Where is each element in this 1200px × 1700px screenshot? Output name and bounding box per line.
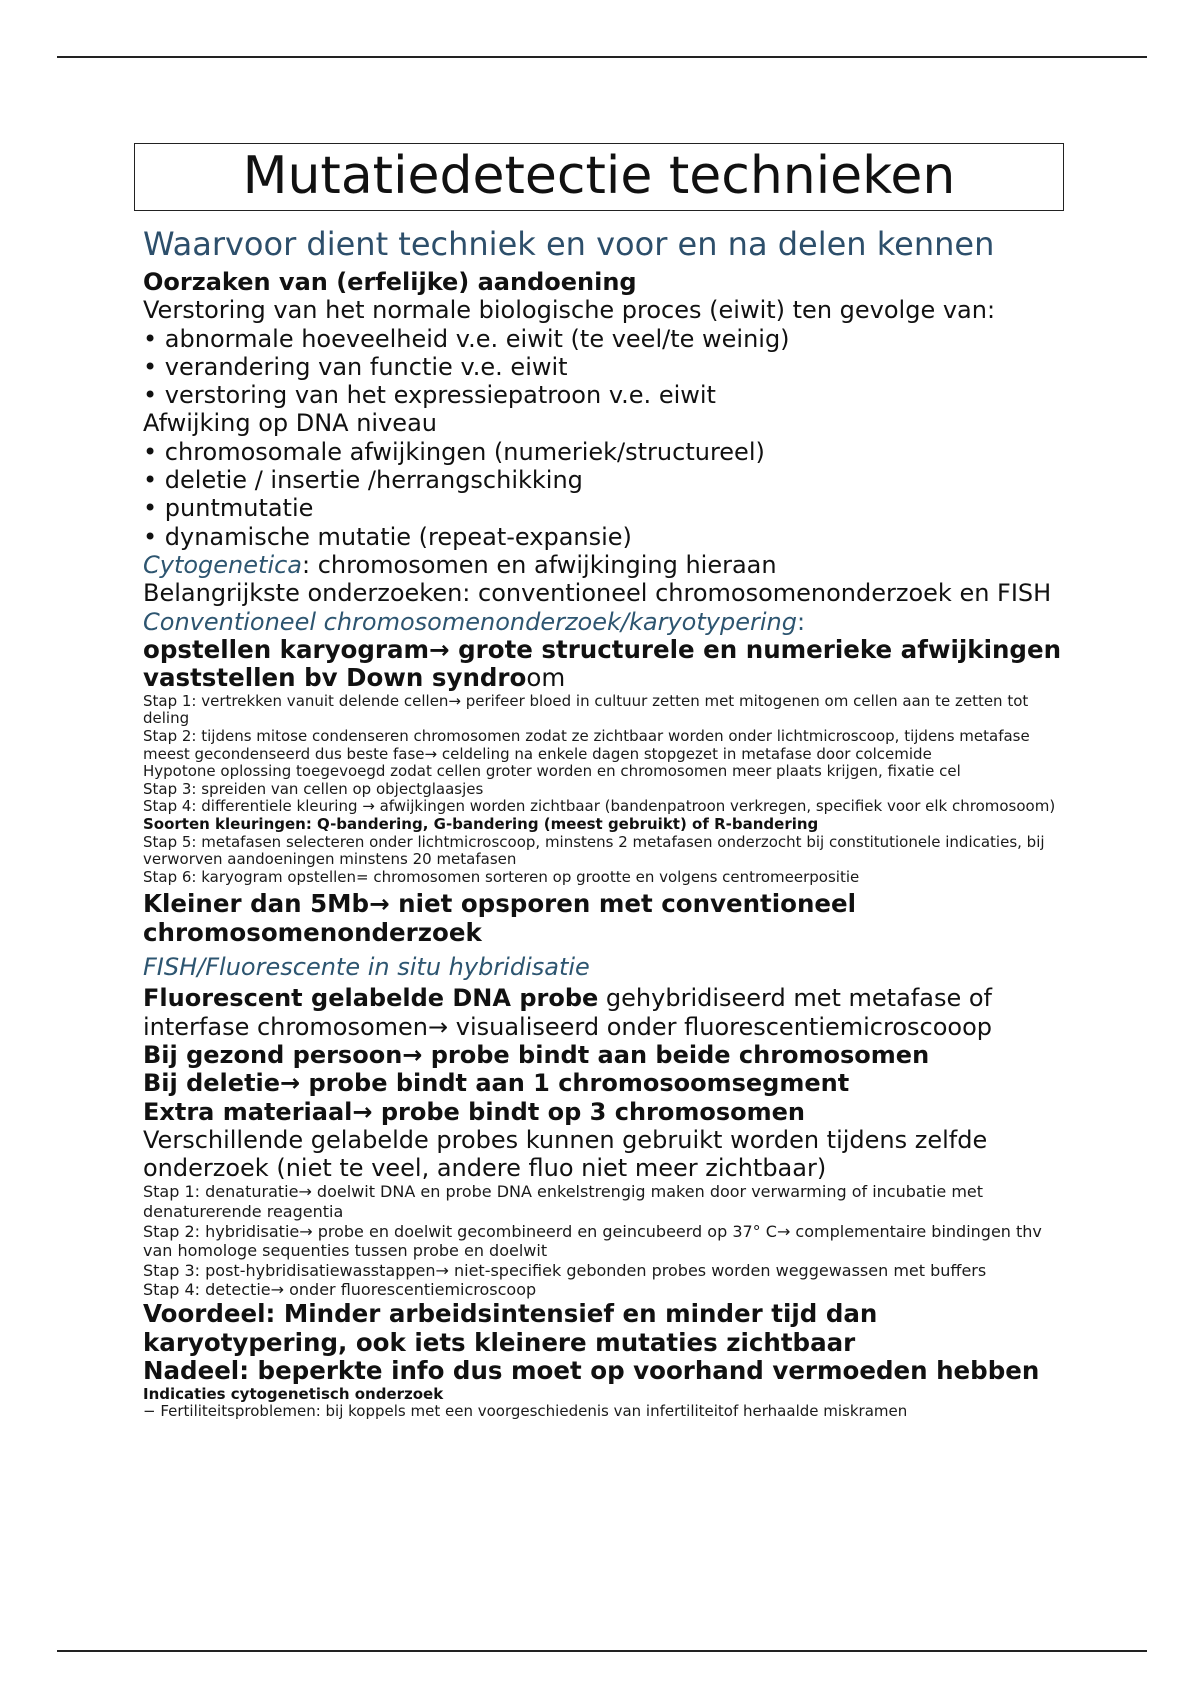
- document-title: Mutatiedetectie technieken: [134, 143, 1064, 211]
- cytogenetica-line: [143, 551, 1073, 579]
- fish-multi: Verschillende gelabelde probes kunnen gebruikt worden tijdens zelfde onderzoek (niet te veel, andere fluo niet meer zichtbaar): [143, 1125, 988, 1183]
- list-item: • chromosomale afwijkingen (numeriek/structureel): [143, 437, 765, 466]
- list-item: • dynamische mutatie (repeat-expansie): [143, 522, 632, 551]
- karyo-step: Stap 2: tijdens mitose condenseren chromosomen zodat ze zichtbaar worden onder lichtmicroscoop, tijdens metafase meest gecondenseerd dus beste fase→ celdeling na enkele dagen stopgezet in metafase door colcemide: [143, 727, 1030, 763]
- indications-heading: Indicaties cytogenetisch onderzoek: [143, 1384, 444, 1403]
- list-item: • abnormale hoeveelheid v.e. eiwit (te veel/te weinig): [143, 324, 790, 353]
- cytogenetica-term: Cytogenetica: [143, 550, 303, 579]
- list-item: • puntmutatie: [143, 494, 314, 523]
- header-rule: [57, 56, 1147, 58]
- document-page: [143, 143, 1073, 1421]
- fish-intro: [143, 984, 1073, 1041]
- list-item: • verandering van functie v.e. eiwit: [143, 352, 568, 381]
- fish-result: Bij deletie→ probe bindt aan 1 chromosoomsegment: [143, 1069, 850, 1098]
- karyo-step: Stap 5: metafasen selecteren onder lichtmicroscoop, minstens 2 metafasen onderzocht bij constitutionele indicaties, bij verworven aandoeningen minstens 20 metafasen: [143, 832, 1045, 869]
- footer-rule: [57, 1650, 1147, 1652]
- fish-result: Bij gezond persoon→ probe bindt aan beide chromosomen: [143, 1040, 930, 1069]
- karyo-colon: :: [796, 607, 806, 636]
- staining-types: Soorten kleuringen: Q-bandering, G-bandering (meest gebruikt) of R-bandering: [143, 815, 819, 834]
- fish-heading: FISH/Fluorescente in situ hybridisatie: [143, 953, 590, 982]
- cytogenetica-def: : chromosomen en afwijkinging hieraan: [302, 550, 777, 579]
- karyo-term: Conventioneel chromosomenonderzoek/karyotypering: [143, 607, 797, 636]
- fish-pros: Voordeel: Minder arbeidsintensief en minder tijd dan karyotypering, ook iets kleinere mutaties zichtbaar: [143, 1299, 878, 1357]
- indications-item: − Fertiliteitsproblemen: bij koppels met een voorgeschiedenis van infertiliteitof herhaalde miskramen: [143, 1402, 908, 1421]
- karyo-step: Stap 3: spreiden van cellen op objectglaasjes: [143, 779, 484, 798]
- dna-heading: Afwijking op DNA niveau: [143, 409, 437, 438]
- fish-intro-rest: gehybridiseerd met metafase of interfase chromosomen→ visualiseerd onder fluorescentiemicroscooop: [143, 984, 992, 1041]
- causes-intro: Verstoring van het normale biologische proces (eiwit) ten gevolge van:: [143, 296, 996, 325]
- fish-step: Stap 4: detectie→ onder fluorescentiemicroscoop: [143, 1280, 537, 1300]
- list-item: • verstoring van het expressiepatroon v.e. eiwit: [143, 381, 716, 410]
- karyo-summary-tail: om: [526, 663, 566, 693]
- karyo-summary-bold: opstellen karyogram→ grote structurele en numerieke afwijkingen vaststellen bv Down syndro: [143, 634, 1062, 693]
- karyo-heading-line: [143, 608, 1073, 636]
- karyo-step: Stap 6: karyogram opstellen= chromosomen sorteren op grootte en volgens centromeerpositie: [143, 867, 860, 886]
- fish-cons: Nadeel: beperkte info dus moet op voorhand vermoeden hebben: [143, 1356, 1040, 1386]
- fish-intro-bold: Fluorescent gelabelde DNA probe: [143, 984, 599, 1013]
- karyo-step: Stap 4: differentiele kleuring → afwijkingen worden zichtbaar (bandenpatroon verkregen, specifiek voor elk chromosoom): [143, 797, 1056, 816]
- fish-step: Stap 1: denaturatie→ doelwit DNA en probe DNA enkelstrengig maken door verwarming of incubatie met denaturerende reagentia: [143, 1182, 984, 1222]
- section-heading: Waarvoor dient techniek en voor en na delen kennen: [143, 225, 995, 263]
- main-tests: Belangrijkste onderzoeken: conventioneel chromosomenonderzoek en FISH: [143, 579, 1052, 608]
- karyo-limit: Kleiner dan 5Mb→ niet opsporen met conventioneel chromosomenonderzoek: [143, 889, 857, 947]
- fish-step: Stap 2: hybridisatie→ probe en doelwit gecombineerd en geincubeerd op 37° C→ complementaire bindingen thv van homologe sequenties tussen probe en doelwit: [143, 1221, 1042, 1261]
- fish-result: Extra materiaal→ probe bindt op 3 chromosomen: [143, 1097, 806, 1126]
- fish-step: Stap 3: post-hybridisatiewasstappen→ niet-specifiek gebonden probes worden weggewassen met buffers: [143, 1260, 987, 1280]
- list-item: • deletie / insertie /herrangschikking: [143, 466, 583, 495]
- causes-heading: Oorzaken van (erfelijke) aandoening: [143, 268, 637, 296]
- karyo-step: Hypotone oplossing toegevoegd zodat cellen groter worden en chromosomen meer plaats krijgen, fixatie cel: [143, 762, 961, 781]
- karyo-step: Stap 1: vertrekken vanuit delende cellen→ perifeer bloed in cultuur zetten met mitogenen om cellen aan te zetten tot deling: [143, 691, 1029, 728]
- karyo-summary: [143, 636, 1073, 693]
